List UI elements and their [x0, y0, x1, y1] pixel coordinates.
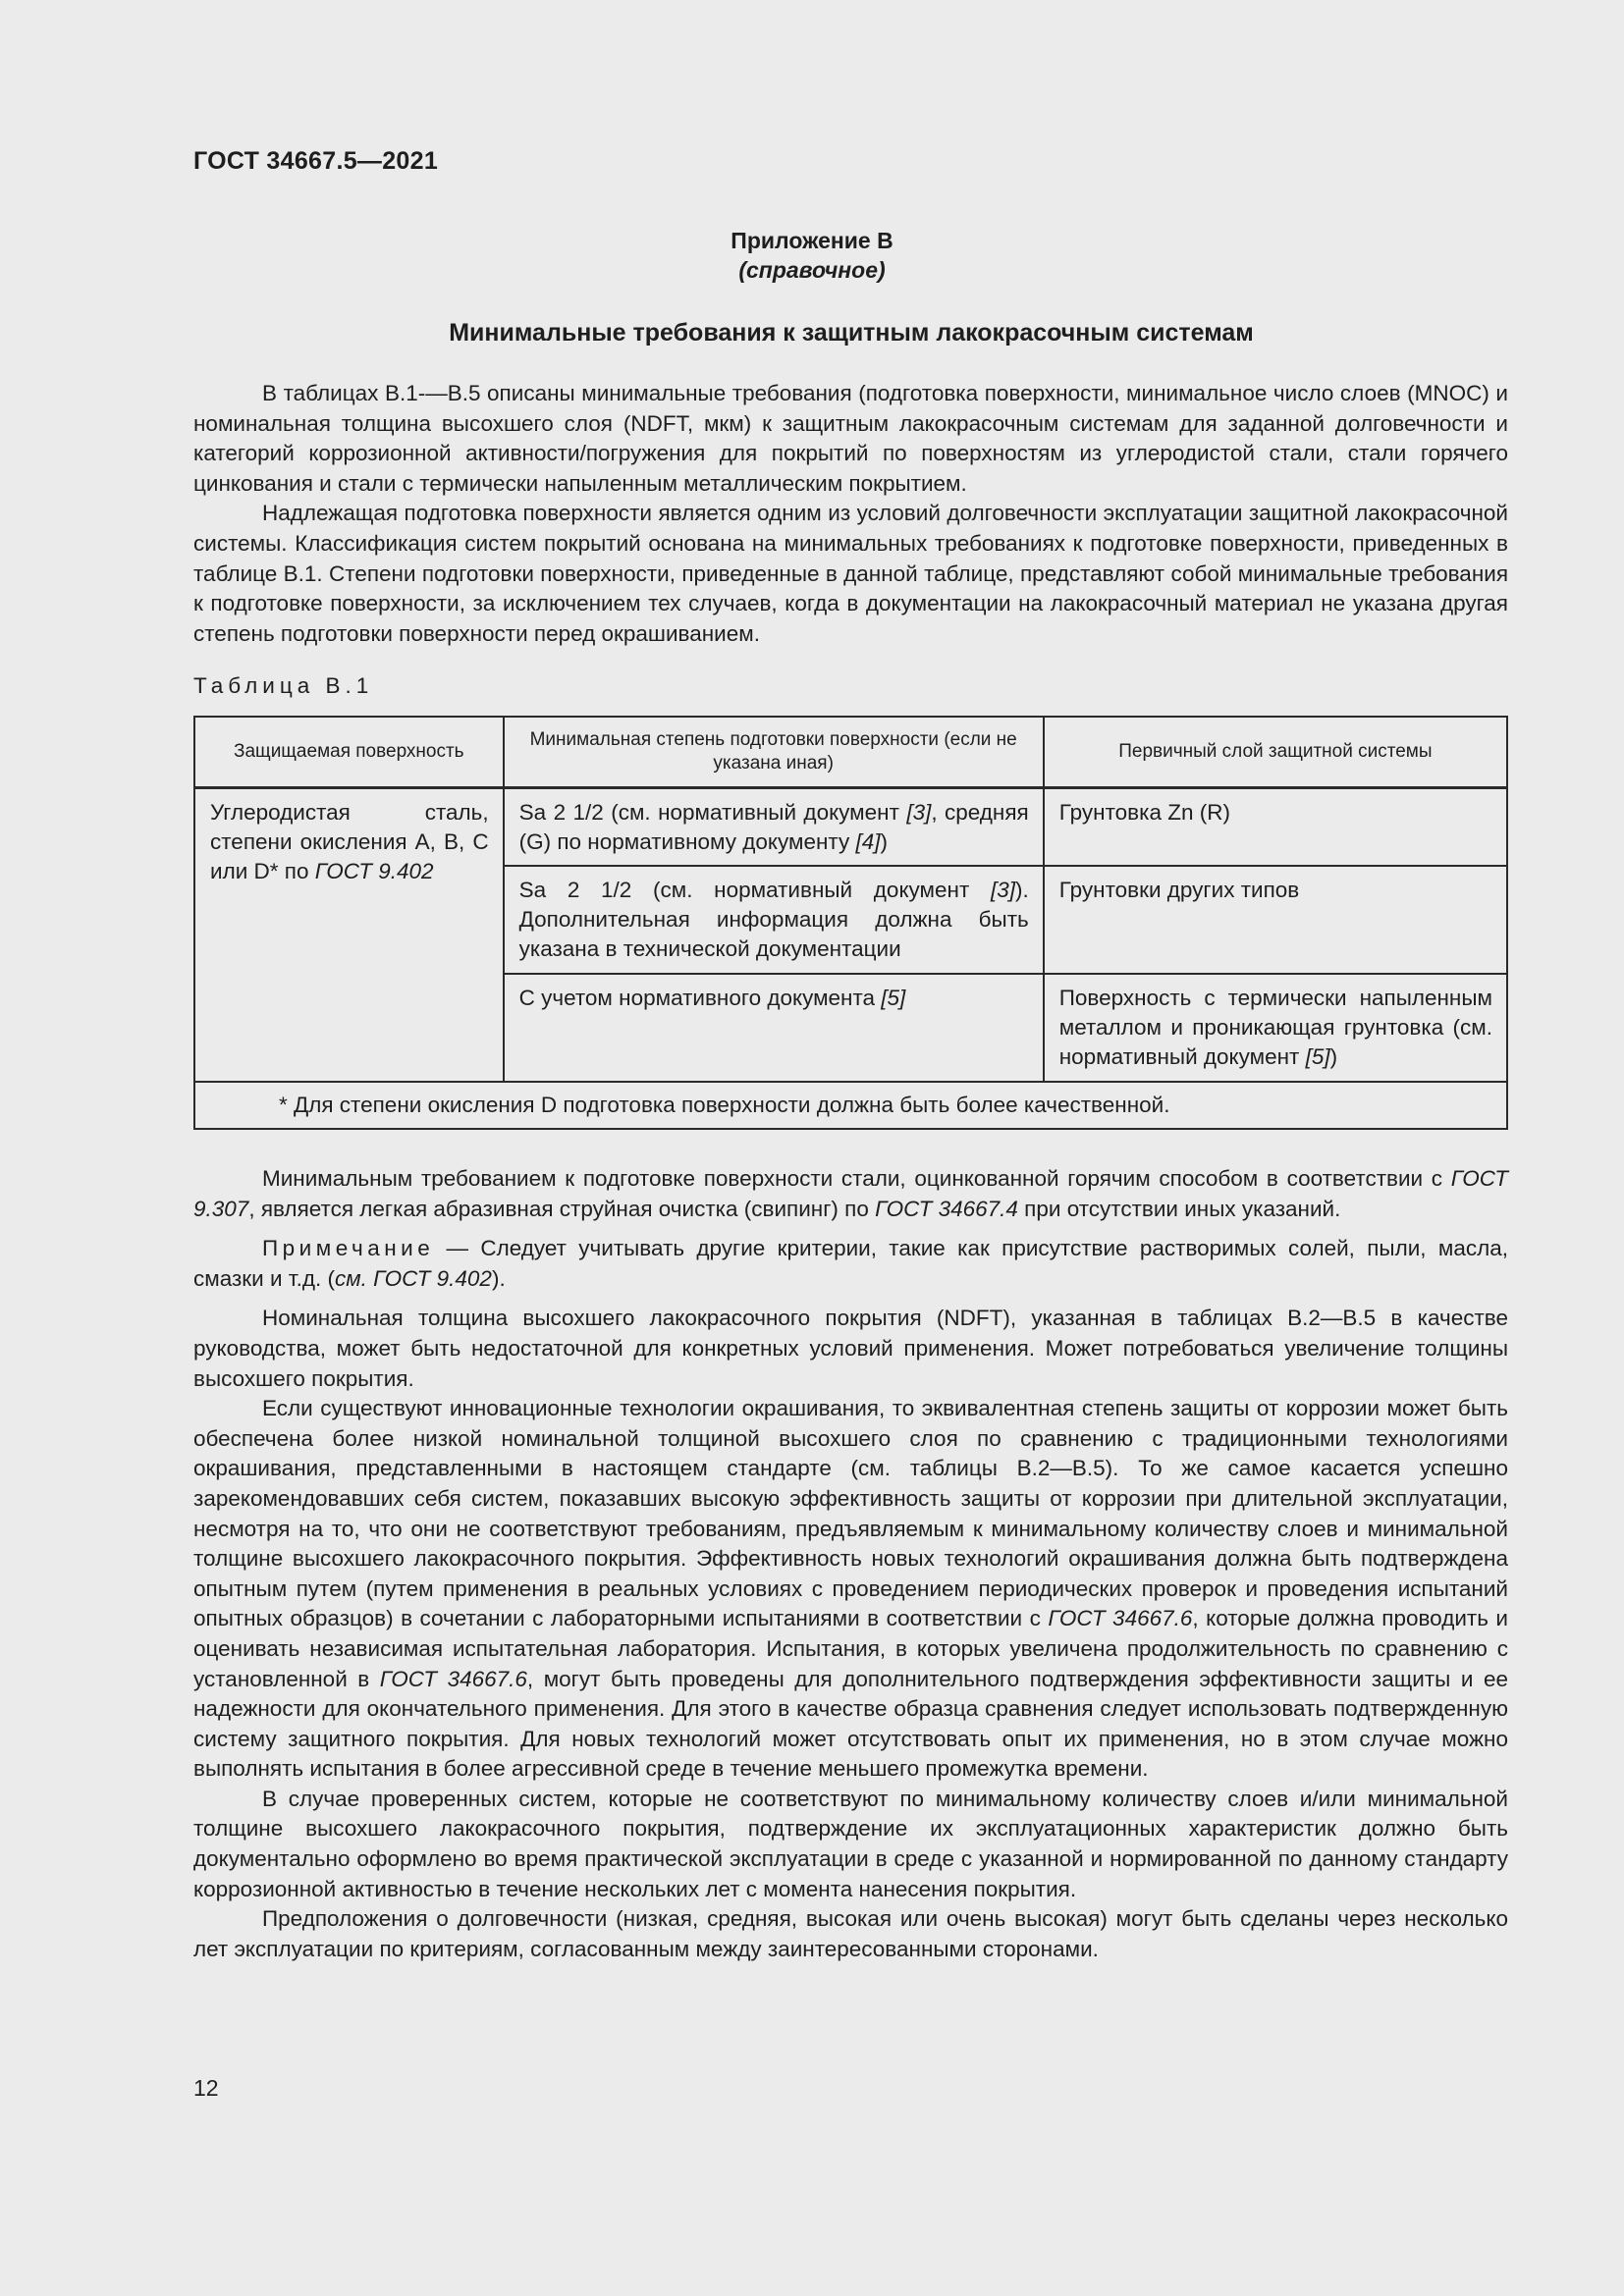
body-text [193, 1164, 1508, 1964]
paragraph: Если существуют инновационные технологии окрашивания, то эквивалентная степень защиты от коррозии может быть обеспечена более низкой номинальной толщиной высохшего слоя по сравнению с традиционными технологиями окрашивания, представленными в настоящем стандарте (см. таблицы В.2—В.5). То же самое касается успешно зарекомендовавших себя систем, показавших высокую эффективность защиты от коррозии при длительной эксплуатации, несмотря на то, что они не соответствуют требованиям, предъявляемым к минимальному количеству слоев и минимальной толщине высохшего лакокрасочного покрытия. Эффективность новых технологий окрашивания должна быть подтверждена опытным путем (путем применения в реальных условиях с проведением периодических проверок и проведения испытаний опытных образцов) в сочетании с лабораторными испытаниями в соответствии с ГОСТ 34667.6, которые должна проводить и оценивать независимая испытательная лаборатория. Испытания, в которых увеличена продолжительность по сравнению с установленной в ГОСТ 34667.6, могут быть проведены для дополнительного подтверждения эффективности защиты и ее надежности для окончательного применения. Для этого в качестве образца сравнения следует использовать подтвержденную систему защитного покрытия. Для новых технологий может отсутствовать опыт их применения, но в этом случае можно выполнять испытания в более агрессивной среде в течение меньшего промежутка времени. [193, 1396, 1508, 1782]
primer-cell: Грунтовки других типов [1044, 866, 1507, 974]
paragraph: Номинальная толщина высохшего лакокрасочного покрытия (NDFT), указанная в таблицах В.2—В.5 в качестве руководства, может быть недостаточной для конкретных условий применения. Может потребоваться увеличение толщины высохшего покрытия. [193, 1306, 1508, 1391]
reference: ГОСТ 34667.6 [379, 1666, 527, 1691]
page-number: 12 [193, 2075, 219, 2101]
table-header-row [194, 717, 1507, 788]
paragraph: В таблицах В.1-—В.5 описаны минимальные требования (подготовка поверхности, минимальное число слоев (MNOC) и номинальная толщина высохшего слоя (NDFT, мкм) к защитным лакокрасочным системам для заданной долговечности и категорий коррозионной активности/погружения для покрытий по поверхностям из углеродистой стали, стали горячего цинкования и стали с термически напыленным металлическим покрытием. [193, 381, 1508, 496]
section-heading: Минимальные требования к защитным лакокрасочным системам [449, 319, 1254, 347]
note-label: Примечание [262, 1236, 435, 1261]
table-footnote-row [194, 1082, 1507, 1129]
note: Примечание — Следует учитывать другие критерии, такие как присутствие растворимых солей, пыли, масла, смазки и т.д. (см. ГОСТ 9.402). [193, 1236, 1508, 1291]
appendix-subtitle: (справочное) [738, 257, 886, 283]
prep-cell: С учетом нормативного документа [5] [504, 974, 1044, 1082]
paragraph: В случае проверенных систем, которые не соответствуют по минимальному количеству слоев и/или минимальной толщине высохшего лакокрасочного покрытия, подтверждение их эксплуатационных характеристик должно быть документально оформлено во время практической эксплуатации в среде с указанной и нормированной по данному стандарту коррозионной активностью в течение нескольких лет с момента нанесения покрытия. [193, 1786, 1508, 1901]
reference: [5] [881, 986, 906, 1010]
appendix-header [0, 226, 1624, 285]
reference: [3] [906, 800, 932, 825]
appendix-title: Приложение В [731, 228, 893, 253]
reference: ГОСТ 9.307 [193, 1166, 1508, 1221]
requirements-table [193, 716, 1508, 1130]
paragraph: Предположения о долговечности (низкая, средняя, высокая или очень высокая) могут быть сделаны через несколько лет эксплуатации по критериям, согласованным между заинтересованными сторонами. [193, 1906, 1508, 1961]
primer-cell: Грунтовка Zn (R) [1044, 788, 1507, 867]
intro-text [193, 379, 1508, 649]
reference: [4] [855, 829, 881, 854]
reference: ГОСТ 34667.6 [1048, 1606, 1193, 1631]
prep-cell: Sa 2 1/2 (см. нормативный документ [3]). Дополнительная информация должна быть указана в технической документации [504, 866, 1044, 974]
table-row [194, 788, 1507, 867]
surface-cell: Углеродистая сталь, степени окисления А, В, С или D* по ГОСТ 9.402 [194, 788, 504, 1083]
column-header: Минимальная степень подготовки поверхности (если не указана иная) [504, 717, 1044, 788]
reference: [3] [990, 878, 1015, 902]
table-caption: Таблица В.1 [193, 673, 374, 698]
prep-cell: Sa 2 1/2 (см. нормативный документ [3], средняя (G) по нормативному документу [4]) [504, 788, 1044, 867]
table-footnote: * Для степени окисления D подготовка поверхности должна быть более качественной. [194, 1082, 1507, 1129]
paragraph: Надлежащая подготовка поверхности является одним из условий долговечности эксплуатации защитной лакокрасочной системы. Классификация систем покрытий основана на минимальных требованиях к подготовке поверхности, приведенных в таблице В.1. Степени подготовки поверхности, приведенные в данной таблице, представляют собой минимальные требования к подготовке поверхности, за исключением тех случаев, когда в документации на лакокрасочный материал не указана другая степень подготовки поверхности перед окрашиванием. [193, 501, 1508, 646]
reference: ГОСТ 34667.4 [875, 1196, 1018, 1221]
standard-code: ГОСТ 34667.5—2021 [193, 147, 439, 175]
column-header: Защищаемая поверхность [194, 717, 504, 788]
column-header: Первичный слой защитной системы [1044, 717, 1507, 788]
reference: [5] [1305, 1044, 1330, 1069]
reference: ГОСТ 9.402 [314, 859, 434, 883]
primer-cell: Поверхность с термически напыленным металлом и проникающая грунтовка (см. нормативный документ [5]) [1044, 974, 1507, 1082]
paragraph: Минимальным требованием к подготовке поверхности стали, оцинкованной горячим способом в соответствии с ГОСТ 9.307, является легкая абразивная струйная очистка (свипинг) по ГОСТ 34667.4 при отсутствии иных указаний. [193, 1166, 1508, 1221]
reference: см. ГОСТ 9.402 [334, 1265, 492, 1291]
